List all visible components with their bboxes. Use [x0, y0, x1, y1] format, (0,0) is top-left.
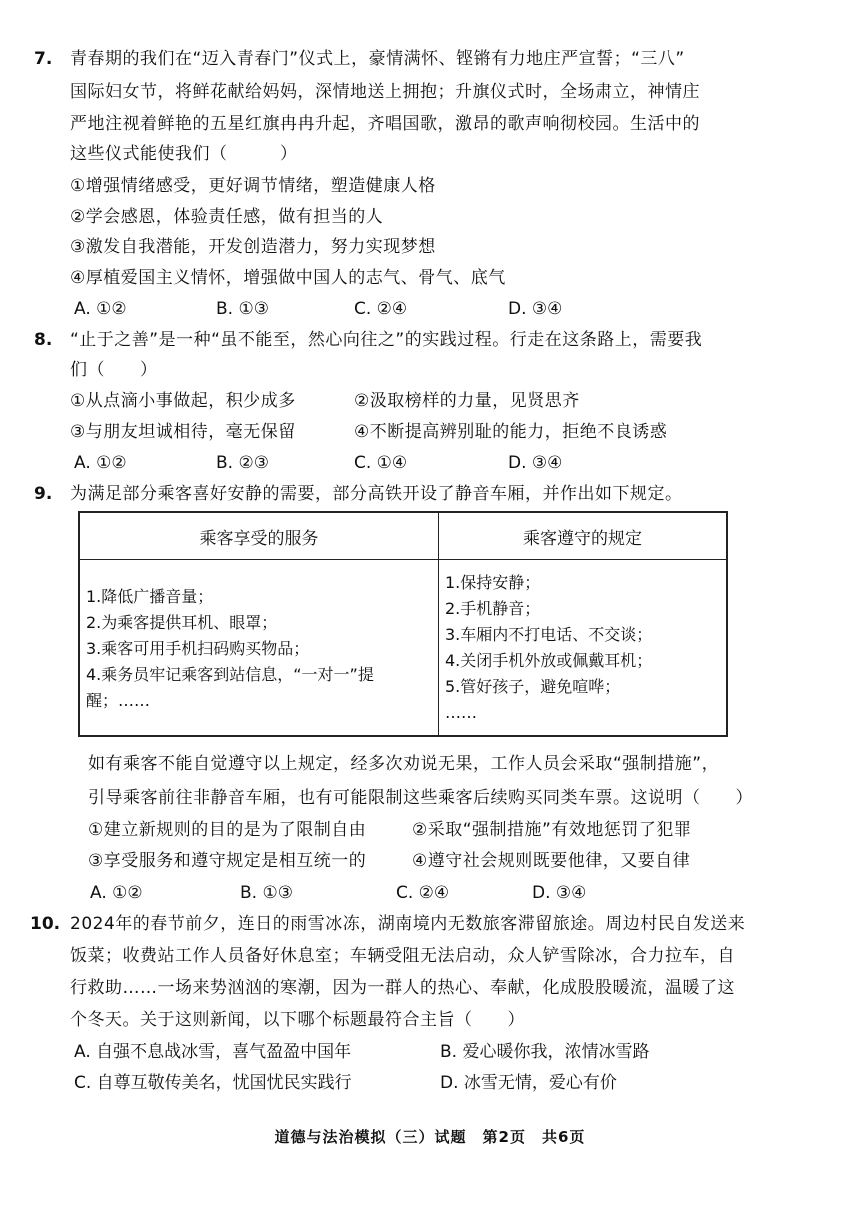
- q7-item-2: ②学会感恩，体验责任感，做有担当的人: [70, 207, 384, 227]
- q9-option-d: D. ③④: [532, 883, 587, 903]
- q10-line-3: 行救助……一场来势汹汹的寒潮，因为一群人的热心、奉献，化成股股暖流，温暖了这: [70, 978, 735, 998]
- q7-line-2: 国际妇女节，将鲜花献给妈妈，深情地送上拥抱；升旗仪式时，全场肃立，神情庄: [70, 82, 700, 102]
- q8-option-a: A. ①②: [74, 453, 127, 473]
- q9-rule-5: 5.管好孩子，避免喧哗；: [445, 677, 621, 696]
- q9-table-header-rules: 乘客遵守的规定: [439, 512, 728, 560]
- q9-service-2: 2.为乘客提供耳机、眼罩；: [86, 613, 278, 632]
- q8-item-4: ④不断提高辨别耻的能力，拒绝不良诱惑: [354, 422, 668, 442]
- q9-services-cell: [79, 560, 439, 737]
- q9-rules-table: [78, 511, 728, 737]
- q7-option-a: A. ①②: [74, 299, 127, 319]
- q9-option-a: A. ①②: [90, 883, 143, 903]
- q9-rule-3: 3.车厢内不打电话、不交谈；: [445, 625, 653, 644]
- q9-intro: 为满足部分乘客喜好安静的需要，部分高铁开设了静音车厢，并作出如下规定。: [70, 484, 683, 504]
- q10-line-4: 个冬天。关于这则新闻，以下哪个标题最符合主旨（ ）: [70, 1010, 525, 1030]
- q10-option-a: A. 自强不息战冰雪，喜气盈盈中国年: [74, 1042, 352, 1062]
- q9-option-b: B. ①③: [240, 883, 293, 903]
- q8-item-2: ②汲取榜样的力量，见贤思齐: [354, 391, 580, 411]
- q7-item-4: ④厚植爱国主义情怀，增强做中国人的志气、骨气、底气: [70, 268, 506, 288]
- q8-option-c: C. ①④: [354, 453, 408, 473]
- q9-rules-cell: [439, 560, 728, 737]
- q8-number: 8.: [34, 330, 53, 350]
- q7-option-c: C. ②④: [354, 299, 408, 319]
- q10-option-c: C. 自尊互敬传美名，忧国忧民实践行: [74, 1073, 352, 1093]
- q9-rule-ellipsis: ……: [445, 703, 477, 722]
- q9-line-2: 引导乘客前往非静音车厢，也有可能限制这些乘客后续购买同类车票。这说明（ ）: [88, 788, 753, 808]
- q7-option-d: D. ③④: [508, 299, 563, 319]
- q9-option-c: C. ②④: [396, 883, 450, 903]
- q7-line-1: 青春期的我们在“迈入青春门”仪式上，豪情满怀、铿锵有力地庄严宣誓；“三八”: [70, 49, 685, 69]
- q8-line-2: 们（ ）: [70, 360, 158, 380]
- q7-number: 7.: [34, 49, 53, 69]
- q7-line-4: 这些仪式能使我们（ ）: [70, 144, 298, 164]
- q10-line-1: 2024年的春节前夕，连日的雨雪冰冻，湖南境内无数旅客滞留旅途。周边村民自发送来: [70, 914, 746, 934]
- q10-line-2: 饭菜；收费站工作人员备好休息室；车辆受阻无法启动，众人铲雪除冰，合力拉车，自: [70, 946, 735, 966]
- q7-option-b: B. ①③: [216, 299, 269, 319]
- q10-option-d: D. 冰雪无情，爱心有价: [440, 1073, 617, 1093]
- q9-item-4: ④遵守社会规则既要他律，又要自律: [412, 851, 691, 871]
- q7-line-3: 严地注视着鲜艳的五星红旗冉冉升起，齐唱国歌，激昂的歌声响彻校园。生活中的: [70, 114, 700, 134]
- q10-number: 10.: [30, 914, 61, 934]
- q9-number: 9.: [34, 484, 53, 504]
- q10-option-b: B. 爱心暖你我，浓情冰雪路: [440, 1042, 650, 1062]
- q9-item-2: ②采取“强制措施”有效地惩罚了犯罪: [412, 820, 692, 840]
- q8-item-3: ③与朋友坦诚相待，毫无保留: [70, 422, 296, 442]
- q9-item-3: ③享受服务和遵守规定是相互统一的: [88, 851, 367, 871]
- q9-item-1: ①建立新规则的目的是为了限制自由: [88, 820, 367, 840]
- q7-item-1: ①增强情绪感受，更好调节情绪，塑造健康人格: [70, 176, 436, 196]
- q8-item-1: ①从点滴小事做起，积少成多: [70, 391, 296, 411]
- q9-rule-4: 4.关闭手机外放或佩戴耳机；: [445, 651, 653, 670]
- q9-service-1: 1.降低广播音量；: [86, 587, 214, 606]
- q8-line-1: “止于之善”是一种“虽不能至，然心向往之”的实践过程。行走在这条路上，需要我: [70, 330, 703, 350]
- q9-rule-2: 2.手机静音；: [445, 599, 541, 618]
- q8-option-d: D. ③④: [508, 453, 563, 473]
- q8-option-b: B. ②③: [216, 453, 269, 473]
- q9-service-3: 3.乘客可用手机扫码购买物品；: [86, 639, 310, 658]
- q9-line-1: 如有乘客不能自觉遵守以上规定，经多次劝说无果，工作人员会采取“强制措施”，: [88, 754, 720, 774]
- q7-item-3: ③激发自我潜能，开发创造潜力，努力实现梦想: [70, 237, 436, 257]
- q9-table-header-services: 乘客享受的服务: [79, 512, 439, 560]
- q9-rule-1: 1.保持安静；: [445, 573, 541, 592]
- q9-service-4-cont: 醒；……: [86, 691, 151, 710]
- page-footer: 道德与法治模拟（三）试题 第2页 共6页: [274, 1128, 586, 1146]
- q9-service-4: 4.乘务员牢记乘客到站信息，“一对一”提: [86, 665, 374, 684]
